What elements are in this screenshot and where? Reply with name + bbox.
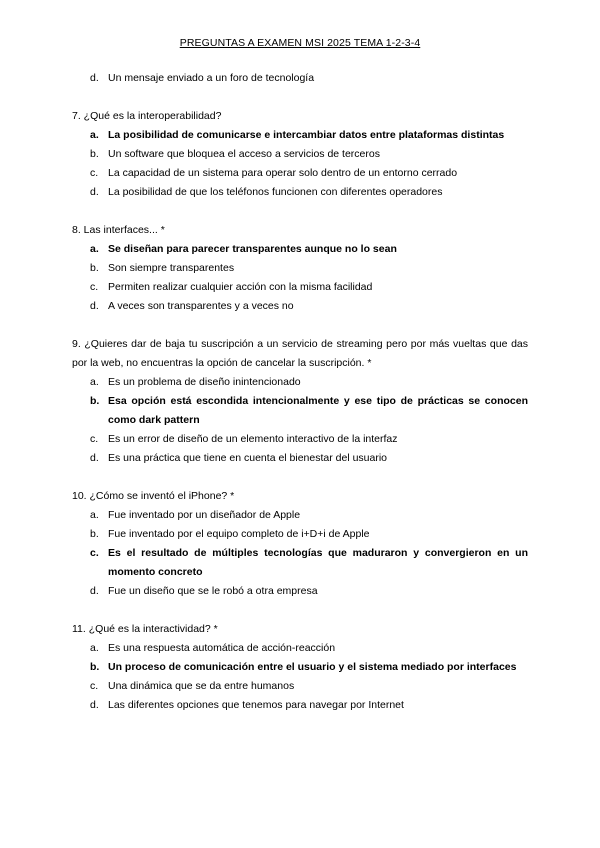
option-letter: d. <box>90 72 99 84</box>
option-letter: c. <box>90 547 99 559</box>
question-text: 11. ¿Qué es la interactividad? * <box>72 623 218 635</box>
option-letter: b. <box>90 661 100 673</box>
option-letter: a. <box>90 509 99 521</box>
option-text: Fue inventado por un diseñador de Apple <box>108 509 301 521</box>
option-letter: a. <box>90 243 99 255</box>
option-text: Se diseñan para parecer transparentes aunque no lo sean <box>108 243 397 255</box>
option-letter: d. <box>90 585 99 597</box>
option-item <box>72 525 528 544</box>
page-header: PREGUNTAS A EXAMEN MSI 2025 TEMA 1-2-3-4 <box>179 37 421 49</box>
option-item <box>72 639 528 658</box>
option-text: Es una respuesta automática de acción-reacción <box>108 642 336 654</box>
option-item <box>72 69 528 88</box>
option-item-correct <box>72 126 528 145</box>
option-text: Fue un diseño que se le robó a otra empresa <box>108 585 318 597</box>
option-item-correct <box>72 658 528 677</box>
option-letter: c. <box>90 680 99 692</box>
option-text: A veces son transparentes y a veces no <box>108 300 294 312</box>
option-text: Un proceso de comunicación entre el usuario y el sistema mediado por interfaces <box>108 661 517 673</box>
option-letter: a. <box>90 376 99 388</box>
question-7 <box>72 107 528 202</box>
option-text: Permiten realizar cualquier acción con la misma facilidad <box>108 281 373 293</box>
option-item <box>72 278 528 297</box>
option-item-correct <box>72 392 528 430</box>
option-letter: c. <box>90 433 99 445</box>
option-text: La posibilidad de comunicarse e intercambiar datos entre plataformas distintas <box>108 129 505 141</box>
question-text: 10. ¿Cómo se inventó el iPhone? * <box>72 490 235 502</box>
option-letter: b. <box>90 395 100 407</box>
option-item <box>72 506 528 525</box>
option-letter: c. <box>90 281 99 293</box>
option-text: Es un error de diseño de un elemento interactivo de la interfaz <box>108 433 398 445</box>
question-text: 9. ¿Quieres dar de baja tu suscripción a un servicio de streaming pero por más vueltas que das por la web, no encuentras la opción de cancelar la suscripción. * <box>72 338 528 369</box>
option-item <box>72 449 528 468</box>
option-text: Una dinámica que se da entre humanos <box>108 680 295 692</box>
option-letter: b. <box>90 148 99 160</box>
option-text: Las diferentes opciones que tenemos para navegar por Internet <box>108 699 404 711</box>
option-text: La posibilidad de que los teléfonos funcionen con diferentes operadores <box>108 186 443 198</box>
option-text: Es una práctica que tiene en cuenta el bienestar del usuario <box>108 452 388 464</box>
option-letter: d. <box>90 452 99 464</box>
option-letter: b. <box>90 262 99 274</box>
option-letter: d. <box>90 699 99 711</box>
option-item <box>72 145 528 164</box>
option-item <box>72 183 528 202</box>
option-item <box>72 696 528 715</box>
option-letter: b. <box>90 528 99 540</box>
option-text: La capacidad de un sistema para operar solo dentro de un entorno cerrado <box>108 167 458 179</box>
option-item <box>72 164 528 183</box>
option-text: Es un problema de diseño inintencionado <box>108 376 301 388</box>
option-item <box>72 373 528 392</box>
option-letter: d. <box>90 186 99 198</box>
option-item-correct <box>72 544 528 582</box>
option-item-correct <box>72 240 528 259</box>
question-text: 8. Las interfaces... * <box>72 224 165 236</box>
question-9 <box>72 335 528 468</box>
option-text: Fue inventado por el equipo completo de i+D+i de Apple <box>108 528 370 540</box>
option-text: Un mensaje enviado a un foro de tecnología <box>108 72 315 84</box>
option-letter: c. <box>90 167 99 179</box>
option-item <box>72 259 528 278</box>
question-text: 7. ¿Qué es la interoperabilidad? <box>72 110 222 122</box>
option-letter: d. <box>90 300 99 312</box>
option-text: Esa opción está escondida intencionalmente y ese tipo de prácticas se conocen como dark pattern <box>108 395 528 426</box>
option-item <box>72 430 528 449</box>
option-item <box>72 677 528 696</box>
document-body <box>72 69 528 715</box>
question-10 <box>72 487 528 601</box>
option-letter: a. <box>90 129 99 141</box>
question-11 <box>72 620 528 715</box>
option-item <box>72 297 528 316</box>
option-text: Son siempre transparentes <box>108 262 235 274</box>
question-8 <box>72 221 528 316</box>
option-item <box>72 582 528 601</box>
option-text: Es el resultado de múltiples tecnologías que maduraron y convergieron en un momento concreto <box>108 547 528 578</box>
option-letter: a. <box>90 642 99 654</box>
option-text: Un software que bloquea el acceso a servicios de terceros <box>108 148 380 160</box>
